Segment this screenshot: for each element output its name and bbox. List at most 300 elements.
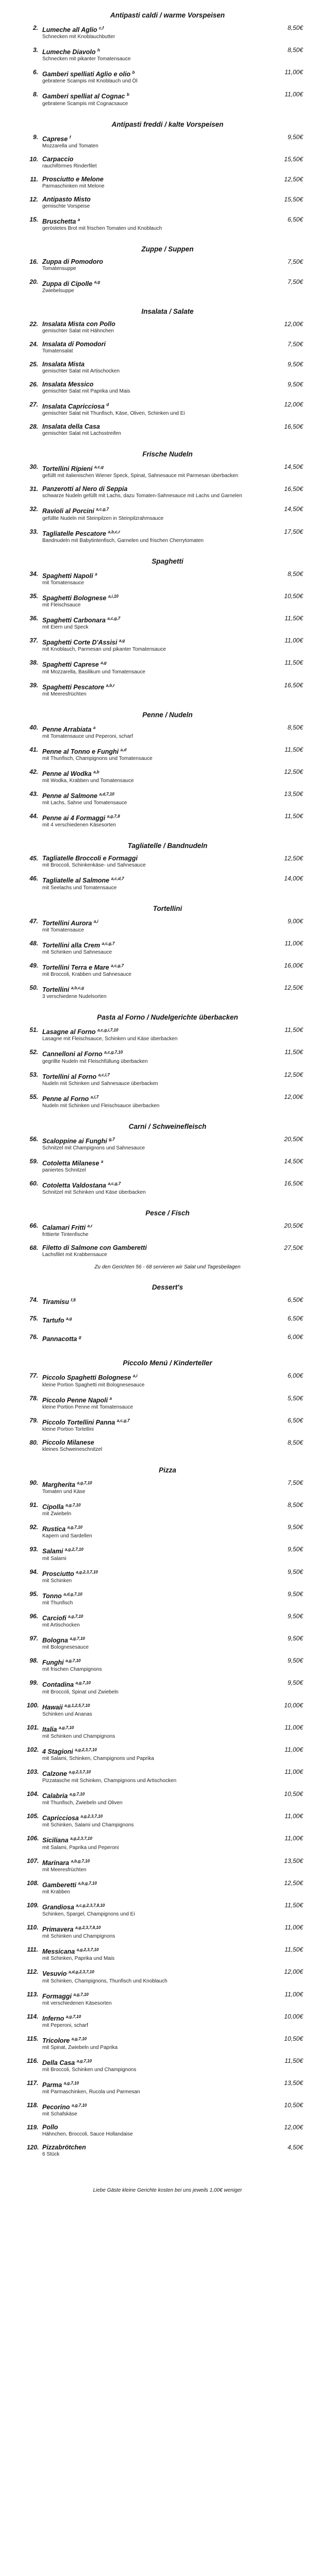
menu-item bbox=[0, 1439, 335, 1453]
item-number: 96. bbox=[29, 1612, 38, 1620]
item-name: Pollo bbox=[42, 2124, 58, 2131]
item-number: 115. bbox=[27, 2035, 39, 2042]
menu-item bbox=[0, 1857, 335, 1873]
allergen-codes: a bbox=[109, 1396, 112, 1401]
item-price: 12,50€ bbox=[284, 1879, 303, 1887]
item-name: Panzerotti al Nero di Seppia bbox=[42, 485, 128, 493]
menu-item bbox=[0, 1026, 335, 1042]
item-number: 77. bbox=[29, 1372, 38, 1380]
item-name: Hawaii bbox=[42, 1703, 63, 1711]
item-name: Cannelloni al Forno bbox=[42, 1050, 103, 1058]
menu-item bbox=[0, 2013, 335, 2029]
item-price: 15,50€ bbox=[284, 155, 303, 163]
item-name: Penne ai 4 Formaggi bbox=[42, 815, 106, 822]
item-price: 16,50€ bbox=[284, 485, 303, 493]
menu-item bbox=[0, 1702, 335, 1718]
allergen-codes: f bbox=[69, 134, 71, 140]
menu-item bbox=[0, 423, 335, 437]
item-number: 102. bbox=[27, 1745, 39, 1753]
allergen-codes: a bbox=[100, 1159, 104, 1164]
item-price: 12,00€ bbox=[284, 2124, 303, 2131]
item-description: Schinken, Spargel, Champignons und Ei bbox=[42, 1911, 135, 1918]
item-price: 10,00€ bbox=[284, 1701, 303, 1709]
item-name: Bologna bbox=[42, 1637, 68, 1645]
item-number: 78. bbox=[29, 1394, 38, 1402]
item-name: Spaghetti Pescatore bbox=[42, 683, 105, 691]
item-name: Prosciutto e Melone bbox=[42, 175, 104, 183]
item-description: Tomatensuppe bbox=[42, 265, 76, 272]
item-description: kleine Portion Spaghetti mit Bolognesesauce bbox=[42, 1382, 145, 1388]
allergen-codes: a,c,g,7 bbox=[107, 616, 121, 621]
menu-item bbox=[0, 156, 335, 170]
item-number: 42. bbox=[29, 768, 38, 775]
item-description: mit Parmaschinken, Rucola und Parmesan bbox=[42, 2089, 140, 2095]
menu-item bbox=[0, 2079, 335, 2095]
allergen-codes: a,g,7,10 bbox=[63, 2081, 79, 2086]
item-description: mit Mozzarella, Basilikum und Tomatensauce bbox=[42, 669, 145, 675]
item-price: 9,50€ bbox=[287, 1657, 303, 1665]
menu-item bbox=[0, 1724, 335, 1740]
item-number: 40. bbox=[29, 723, 38, 731]
item-description: mit Schinken, Champignons, Thunfisch und Knoblauch bbox=[42, 1978, 167, 1984]
item-description: Nudeln mit Schinken und Sahnesauce überbacken bbox=[42, 1080, 158, 1087]
section-title: Tortellini bbox=[153, 904, 182, 912]
menu-item bbox=[0, 1968, 335, 1984]
item-description: Parmaschinken mit Melone bbox=[42, 183, 105, 189]
menu-item bbox=[0, 361, 335, 375]
item-number: 35. bbox=[29, 592, 38, 600]
item-description: mit Knoblauch, Parmesan und pikanter Tomatensauce bbox=[42, 647, 166, 653]
menu-item bbox=[0, 1835, 335, 1851]
item-description: mit Schinken, Paprika und Mais bbox=[42, 1956, 115, 1962]
item-price: 14,00€ bbox=[284, 875, 303, 883]
allergen-codes: a,d,g,7,10 bbox=[63, 1591, 82, 1597]
menu-item bbox=[0, 91, 335, 107]
item-name: Formaggi bbox=[42, 1992, 72, 2000]
item-number: 97. bbox=[29, 1635, 38, 1642]
menu-item bbox=[0, 659, 335, 675]
item-price: 11,50€ bbox=[284, 2057, 303, 2064]
item-name: Cotoletta Valdostana bbox=[42, 1182, 106, 1190]
item-description: mit Bolognesesauce bbox=[42, 1645, 89, 1651]
item-name: Tagliatelle Broccoli e Formaggi bbox=[42, 855, 138, 862]
item-price: 27,50€ bbox=[284, 1244, 303, 1252]
item-price: 8,50€ bbox=[287, 1501, 303, 1509]
item-description: mit Thunfisch, Zwiebeln und Oliven bbox=[42, 1800, 123, 1806]
menu-item bbox=[0, 216, 335, 232]
item-description: frittierte Tintenfische bbox=[42, 1232, 89, 1238]
allergen-codes: a,g,7,8 bbox=[107, 814, 120, 819]
menu-item bbox=[0, 1180, 335, 1196]
menu-item bbox=[0, 2102, 335, 2117]
item-number: 34. bbox=[29, 570, 38, 578]
section-title: Antipasti caldi / warme Vorspeisen bbox=[110, 11, 225, 19]
item-name: Contadina bbox=[42, 1681, 74, 1689]
menu-item bbox=[0, 768, 335, 784]
item-number: 27. bbox=[29, 401, 38, 409]
menu-item bbox=[0, 133, 335, 149]
item-name: Grandiosa bbox=[42, 1904, 74, 1911]
item-name: Tagliatelle Pescatore bbox=[42, 530, 106, 537]
item-number: 112. bbox=[27, 1968, 39, 1976]
item-price: 15,50€ bbox=[284, 195, 303, 203]
menu-item bbox=[0, 1679, 335, 1695]
allergen-codes: a,g,2,3,7,10 bbox=[76, 1569, 98, 1574]
item-description: mit Tomatensauce und Peperoni, scharf bbox=[42, 733, 133, 739]
section-title: Penne / Nudeln bbox=[142, 710, 193, 719]
item-price: 17,50€ bbox=[284, 528, 303, 535]
allergen-codes: a,g,7,10 bbox=[65, 1503, 81, 1508]
allergen-codes: a,g,2,3,7,10 bbox=[80, 1814, 103, 1819]
item-name: Insalata Mista con Pollo bbox=[42, 320, 115, 328]
item-number: 76. bbox=[29, 1333, 38, 1341]
allergen-codes: a,r bbox=[87, 1224, 93, 1229]
item-price: 10,50€ bbox=[284, 1790, 303, 1798]
item-price: 9,50€ bbox=[287, 1523, 303, 1531]
item-price: 11,00€ bbox=[284, 1835, 303, 1842]
item-number: 49. bbox=[29, 961, 38, 969]
item-description: kleines Schweineschnitzel bbox=[42, 1446, 103, 1452]
item-description: Kapern und Sardellen bbox=[42, 1533, 92, 1539]
allergen-codes: a,i,10 bbox=[108, 594, 119, 599]
item-number: 2. bbox=[32, 24, 38, 31]
menu-item bbox=[0, 1501, 335, 1517]
item-description: 6 Stück bbox=[42, 2151, 60, 2158]
menu-item bbox=[0, 918, 335, 934]
menu-item bbox=[0, 196, 335, 210]
item-number: 111. bbox=[27, 1946, 38, 1954]
menu-item bbox=[0, 1812, 335, 1828]
section-title: Antipasti freddi / kalte Vorspeisen bbox=[111, 120, 224, 128]
item-description: gemischter Salat mit Lachsstreifen bbox=[42, 431, 121, 437]
item-price: 16,00€ bbox=[284, 961, 303, 969]
allergen-codes: a,g,7,10 bbox=[67, 1525, 82, 1530]
menu-item bbox=[0, 24, 335, 40]
item-name: Pizzabrötchen bbox=[42, 2144, 86, 2151]
menu-item bbox=[0, 1635, 335, 1651]
item-price: 11,00€ bbox=[284, 939, 303, 947]
allergen-codes: g bbox=[78, 1335, 81, 1340]
item-description: mit Spinat, Zwiebeln und Paprika bbox=[42, 2045, 118, 2050]
menu-item bbox=[0, 570, 335, 586]
item-number: 16. bbox=[29, 258, 38, 265]
menu-item bbox=[0, 528, 335, 544]
item-description: gebratene Scampis mit Knoblauch und Öl bbox=[42, 78, 138, 84]
item-description: mit Artischocken bbox=[42, 1622, 80, 1629]
allergen-codes: a,g,7,10 bbox=[71, 2036, 87, 2041]
allergen-codes: a,g,7,10 bbox=[73, 1992, 89, 1997]
item-price: 12,00€ bbox=[284, 1968, 303, 1976]
item-description: mit verschiedenen Käsesorten bbox=[42, 2000, 112, 2006]
item-description: Schinken und Ananas bbox=[42, 1711, 92, 1717]
item-number: 38. bbox=[29, 659, 38, 667]
item-number: 113. bbox=[27, 1990, 39, 1998]
allergen-codes: a,g bbox=[100, 660, 107, 666]
item-price: 11,00€ bbox=[284, 69, 303, 76]
item-number: 110. bbox=[27, 1924, 39, 1931]
item-price: 10,50€ bbox=[284, 2035, 303, 2042]
section-title: Dessert's bbox=[152, 1283, 183, 1292]
item-description: mit Tomatensauce bbox=[42, 580, 84, 586]
item-description: mit Lachs, Sahne und Tomatensauce bbox=[42, 800, 127, 806]
item-description: mit Salami, Paprika und Peperoni bbox=[42, 1844, 119, 1851]
menu-item bbox=[0, 1333, 335, 1346]
menu-item bbox=[0, 1991, 335, 2007]
menu-item bbox=[0, 1768, 335, 1784]
allergen-codes: a,g,2,3,7,8,10 bbox=[75, 1925, 101, 1930]
section-title: Piccolo Menú / Kinderteller bbox=[123, 1359, 212, 1367]
item-description: gemischter Salat mit Thunfisch, Käse, Oliven, Schinken und Ei bbox=[42, 411, 185, 417]
item-name: Primavera bbox=[42, 1926, 74, 1934]
item-name: Lasagne al Forno bbox=[42, 1028, 96, 1036]
item-name: Ravioli al Porcini bbox=[42, 507, 94, 515]
item-number: 74. bbox=[29, 1296, 38, 1304]
item-description: gefüllte Nudeln mit Steinpilzen in Steinpilzrahmsauce bbox=[42, 515, 164, 521]
menu-item bbox=[0, 1244, 335, 1258]
item-number: 52. bbox=[29, 1048, 38, 1056]
item-number: 98. bbox=[29, 1657, 38, 1665]
item-description: mit Salami bbox=[42, 1555, 66, 1562]
allergen-codes: a,c,g,7 bbox=[102, 941, 115, 946]
menu-item bbox=[0, 2057, 335, 2073]
menu-item bbox=[0, 724, 335, 740]
allergen-codes: a,g,2,3,7,10 bbox=[70, 1836, 92, 1841]
allergen-codes: a,b,r bbox=[106, 683, 115, 688]
item-price: 4,50€ bbox=[287, 2144, 303, 2151]
item-price: 13,50€ bbox=[284, 2079, 303, 2087]
menu-item bbox=[0, 1372, 335, 1388]
allergen-codes: a,g,7,10 bbox=[68, 1614, 83, 1619]
item-price: 8,50€ bbox=[287, 24, 303, 31]
item-price: 11,50€ bbox=[284, 1901, 303, 1909]
item-price: 12,00€ bbox=[284, 320, 303, 328]
item-price: 9,50€ bbox=[287, 1635, 303, 1642]
menu-item bbox=[0, 1071, 335, 1087]
item-name: Penne al Tonno e Funghi bbox=[42, 748, 119, 755]
item-number: 31. bbox=[29, 485, 38, 493]
item-price: 13,50€ bbox=[284, 1857, 303, 1865]
menu-item bbox=[0, 1546, 335, 1562]
item-description: Schnitzel mit Champignons und Sahnesauce bbox=[42, 1145, 145, 1151]
item-name: Tortellini bbox=[42, 986, 70, 994]
item-price: 6,50€ bbox=[287, 1315, 303, 1323]
menu-item bbox=[0, 1315, 335, 1327]
item-name: Gamberetti bbox=[42, 1881, 76, 1889]
item-price: 11,00€ bbox=[284, 1723, 303, 1731]
item-price: 11,50€ bbox=[284, 1048, 303, 1056]
item-description: kleine Portion Tortellini bbox=[42, 1426, 94, 1432]
item-description: 3 verschiedene Nudelsorten bbox=[42, 994, 107, 1000]
item-name: Calamari Fritti bbox=[42, 1224, 86, 1232]
item-number: 109. bbox=[27, 1901, 39, 1909]
item-price: 11,00€ bbox=[284, 1990, 303, 1998]
item-name: Tortellini alla Crem bbox=[42, 941, 100, 949]
allergen-codes: a,g bbox=[119, 638, 125, 643]
item-price: 9,50€ bbox=[287, 1568, 303, 1575]
menu-item bbox=[0, 485, 335, 499]
item-price: 12,00€ bbox=[284, 1093, 303, 1100]
allergen-codes: a,d,7,10 bbox=[99, 792, 114, 797]
item-name: Rustica bbox=[42, 1526, 66, 1533]
item-name: Siciliana bbox=[42, 1837, 69, 1844]
allergen-codes: a,g,7,10 bbox=[70, 1636, 85, 1641]
item-description: mit Thunfisch, Champignons und Tomatensauce bbox=[42, 755, 153, 761]
item-price: 9,50€ bbox=[287, 1612, 303, 1620]
allergen-codes: a,g,2,3,7,10 bbox=[69, 1769, 91, 1774]
item-name: Spaghetti Caprese bbox=[42, 661, 99, 669]
item-number: 59. bbox=[29, 1158, 38, 1165]
item-number: 55. bbox=[29, 1093, 38, 1100]
item-number: 80. bbox=[29, 1438, 38, 1446]
item-number: 6. bbox=[32, 69, 38, 76]
section-title: Zuppe / Suppen bbox=[141, 245, 194, 253]
item-description: gemischter Salat mit Hähnchen bbox=[42, 328, 114, 334]
allergen-codes: a,g,2,7,10 bbox=[64, 1547, 83, 1552]
allergen-codes: a,c,g,7 bbox=[108, 1181, 121, 1187]
menu-item bbox=[0, 1222, 335, 1238]
allergen-codes: d bbox=[106, 402, 109, 408]
menu-item bbox=[0, 2124, 335, 2138]
item-number: 116. bbox=[27, 2057, 39, 2064]
item-price: 9,50€ bbox=[287, 381, 303, 388]
allergen-codes: a,g,7,10 bbox=[71, 2103, 87, 2108]
item-price: 6,50€ bbox=[287, 215, 303, 223]
item-price: 13,50€ bbox=[284, 790, 303, 798]
item-name: Bruschetta bbox=[42, 217, 76, 225]
item-number: 119. bbox=[27, 2124, 39, 2131]
allergen-codes: g,7 bbox=[109, 1137, 115, 1142]
allergen-codes: a,c,g,7,10 bbox=[104, 1050, 123, 1055]
allergen-codes: a,i bbox=[93, 919, 98, 924]
item-name: Piccolo Tortellini Panna bbox=[42, 1418, 115, 1426]
item-price: 14,50€ bbox=[284, 505, 303, 513]
item-description: rauchiförmes Rinderfilet bbox=[42, 163, 97, 169]
allergen-codes: a,g,1,2,5,7,10 bbox=[64, 1703, 90, 1708]
item-name: Lumeche all Aglio bbox=[42, 26, 97, 34]
menu-item bbox=[0, 1158, 335, 1174]
item-number: 10. bbox=[29, 155, 38, 163]
item-name: Lumeche Diavolo bbox=[42, 48, 96, 56]
item-description: mit Wodka, Krabben und Tomatensauce bbox=[42, 778, 134, 784]
item-price: 11,50€ bbox=[284, 812, 303, 820]
item-description: schwarze Nudeln gefüllt mit Lachs, dazu Tomaten-Sahnesauce mit Lachs und Garnelen bbox=[42, 493, 242, 499]
item-number: 79. bbox=[29, 1416, 38, 1424]
item-name: Tartufo bbox=[42, 1317, 64, 1325]
item-name: Calzone bbox=[42, 1770, 67, 1778]
item-price: 5,50€ bbox=[287, 1394, 303, 1402]
allergen-codes: a,b bbox=[93, 769, 99, 774]
allergen-codes: a,b,c,g bbox=[71, 986, 85, 991]
item-price: 11,00€ bbox=[284, 637, 303, 645]
item-description: mit Broccoli, Schinkenkäse- und Sahnesauce bbox=[42, 862, 146, 869]
section-title: Pesce / Fisch bbox=[145, 1209, 190, 1217]
item-description: gebratene Scampis mit Cognacsauce bbox=[42, 100, 128, 107]
item-description: Tomaten und Käse bbox=[42, 1489, 86, 1495]
menu-item bbox=[0, 1613, 335, 1629]
item-number: 12. bbox=[29, 195, 38, 203]
item-number: 33. bbox=[29, 528, 38, 535]
item-price: 11,50€ bbox=[284, 659, 303, 667]
allergen-codes: a bbox=[77, 217, 80, 222]
menu-item bbox=[0, 615, 335, 631]
section-title: Carni / Schweinefleisch bbox=[128, 1122, 207, 1130]
menu-item bbox=[0, 176, 335, 190]
allergen-codes: a,c,g,7 bbox=[96, 507, 109, 512]
allergen-codes: a,g,7,10 bbox=[75, 1681, 91, 1686]
item-name: Spaghetti Corte D'Assisi bbox=[42, 639, 118, 647]
item-name: Insalata Mista bbox=[42, 361, 85, 368]
section-title: Pizza bbox=[159, 1466, 176, 1474]
item-name: Tortellini Ripieni bbox=[42, 465, 93, 473]
item-number: 20. bbox=[29, 278, 38, 285]
item-price: 9,50€ bbox=[287, 361, 303, 368]
item-name: Pannacotta bbox=[42, 1335, 77, 1343]
item-number: 3. bbox=[32, 46, 38, 54]
item-number: 22. bbox=[29, 320, 38, 328]
item-price: 9,50€ bbox=[287, 1546, 303, 1553]
allergen-codes: f,8 bbox=[71, 1298, 76, 1303]
item-number: 103. bbox=[27, 1768, 39, 1775]
item-description: Schnitzel mit Schinken und Käse überbacken bbox=[42, 1190, 146, 1196]
allergen-codes: a,c,l,7 bbox=[98, 1072, 110, 1077]
item-number: 11. bbox=[30, 175, 38, 183]
allergen-codes: a bbox=[95, 571, 97, 577]
item-description: mit Zwiebeln bbox=[42, 1511, 72, 1517]
allergen-codes: a,c,g,7 bbox=[111, 963, 124, 968]
item-name: Tagliatelle al Salmone bbox=[42, 877, 110, 885]
item-price: 12,50€ bbox=[284, 984, 303, 992]
item-name: Salami bbox=[42, 1548, 63, 1555]
allergen-codes: a,b,g,7,10 bbox=[71, 1858, 90, 1863]
menu-item bbox=[0, 341, 335, 354]
menu-item bbox=[0, 875, 335, 891]
item-name: Piccolo Milanese bbox=[42, 1438, 94, 1446]
menu-item bbox=[0, 505, 335, 521]
menu-item bbox=[0, 1048, 335, 1064]
item-description: Lachsfilet mit Krabbensauce bbox=[42, 1252, 107, 1258]
menu-item bbox=[0, 592, 335, 608]
item-name: Insalata di Pomodori bbox=[42, 341, 106, 348]
menu-item bbox=[0, 1879, 335, 1895]
item-price: 10,50€ bbox=[284, 2102, 303, 2109]
item-description: mit Schinken, Salami und Champignons bbox=[42, 1822, 134, 1828]
item-price: 11,00€ bbox=[284, 1745, 303, 1753]
item-description: Lasagne mit Fleischsauce, Schinken und Käse überbacken bbox=[42, 1036, 178, 1042]
item-number: 104. bbox=[27, 1790, 39, 1798]
section-title: Tagliatelle / Bandnudeln bbox=[127, 842, 208, 850]
menu-item bbox=[0, 2144, 335, 2158]
item-number: 50. bbox=[29, 984, 38, 992]
item-number: 92. bbox=[29, 1523, 38, 1531]
item-price: 14,50€ bbox=[284, 1158, 303, 1165]
menu-item bbox=[0, 1296, 335, 1309]
menu-item bbox=[0, 1657, 335, 1673]
item-price: 9,50€ bbox=[287, 133, 303, 141]
item-name: Inferno bbox=[42, 2014, 64, 2022]
item-name: Parma bbox=[42, 2081, 62, 2089]
allergen-codes: a,g bbox=[94, 279, 100, 284]
item-description: mit Salami, Schinken, Champignons und Paprika bbox=[42, 1755, 154, 1761]
item-number: 45. bbox=[29, 855, 38, 862]
item-description: mit frischen Champignons bbox=[42, 1667, 102, 1673]
item-description: mit Tomatensauce bbox=[42, 927, 84, 933]
item-name: Penne al Salmone bbox=[42, 792, 97, 800]
allergen-codes: b bbox=[132, 70, 135, 75]
item-name: Gamberi spelliat al Cognac bbox=[42, 93, 125, 100]
item-number: 107. bbox=[27, 1857, 39, 1865]
allergen-codes: a,g,7,10 bbox=[65, 2014, 81, 2019]
menu-item bbox=[0, 1136, 335, 1151]
